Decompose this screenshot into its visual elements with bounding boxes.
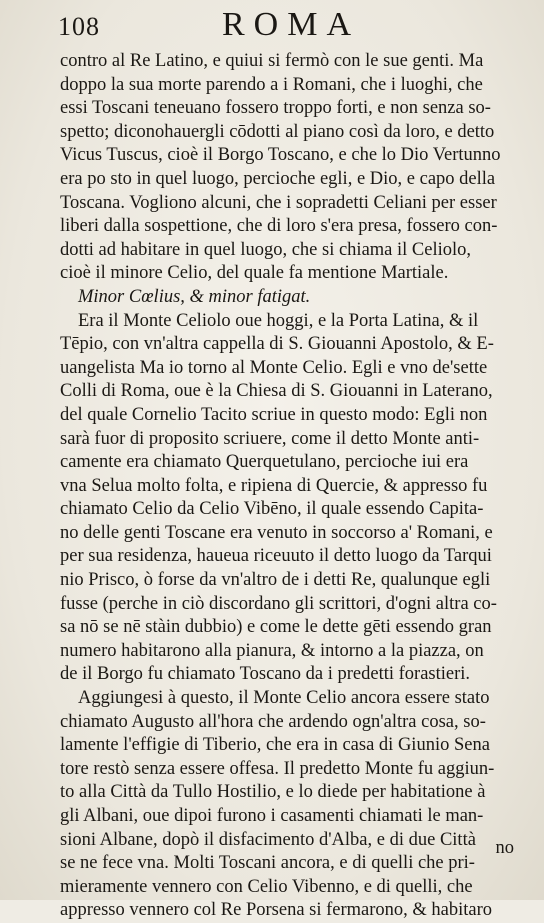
text-line: se ne fece vna. Molti Toscani ancora, e di quelli che pri-: [60, 853, 475, 874]
catchword: no: [495, 838, 514, 858]
text-line: numero habitarono alla pianura, & intorno a la piazza, on: [60, 640, 484, 661]
paragraph: [60, 310, 520, 688]
text-line: essi Toscani teneuano fossero troppo forti, e non senza so-: [60, 98, 491, 119]
text-line: sioni Albane, dopò il disfacimento d'Alba, e di due Città: [60, 829, 476, 850]
page-header: [58, 6, 524, 46]
text-line: camente era chiamato Querquetulano, percioche iui era: [60, 452, 469, 473]
text-line: del quale Cornelio Tacito scriue in questo modo: Egli non: [60, 404, 488, 425]
text-line: Tēpio, con vn'altra cappella di S. Giouanni Apostolo, & E-: [60, 334, 494, 355]
text-line: Colli di Roma, oue è la Chiesa di S. Giouanni in Laterano,: [60, 381, 493, 402]
text-line: tore restò senza essere offesa. Il predetto Monte fu aggiun-: [60, 758, 495, 779]
text-line: per sua residenza, haueua riceuuto il detto luogo da Tarqui: [60, 546, 492, 567]
text-line: appresso vennero col Re Porsena si fermarono, & habitaro: [60, 900, 493, 921]
text-line: to alla Città da Tullo Hostilio, e lo diede per habitatione à: [60, 782, 486, 803]
text-line: nio Prisco, ò forse da vn'altro de i detti Re, qualunque egli: [60, 570, 491, 591]
text-line: uangelista Ma io torno al Monte Celio. Egli e vno de'sette: [60, 357, 488, 378]
text-line: chiamato Celio da Celio Vibēno, il quale essendo Capita-: [60, 499, 484, 520]
text-line: de il Borgo fu chiamato Toscano da i predetti forastieri.: [60, 664, 471, 685]
text-line: chiamato Augusto all'hora che ardendo ogn'altra cosa, so-: [60, 711, 486, 732]
text-line: lamente l'effigie di Tiberio, che era in casa di Giunio Sena: [60, 735, 490, 756]
paragraph: [60, 50, 520, 286]
body-text: [60, 50, 520, 923]
text-line: gli Albani, oue dipoi furono i casamenti chiamati le man-: [60, 806, 484, 826]
text-line: Aggiungesi à questo, il Monte Celio ancora essere stato: [78, 688, 490, 709]
page-number: 108: [58, 12, 100, 41]
text-line: dotti ad habitare in quel luogo, che si chiama il Celiolo,: [60, 239, 472, 260]
text-line: liberi dalla sospettione, che di loro s'era presa, fossero con-: [60, 216, 498, 237]
running-head: ROMA: [221, 6, 361, 43]
text-line: sa nō se nē stàin dubbio) e come le dette gēti essendo gran: [60, 617, 492, 638]
text-line: era po sto in quel luogo, percioche egli, e Dio, e capo della: [60, 168, 496, 189]
text-line: mieramente vennero con Celio Vibenno, e di quelli, che: [60, 876, 473, 897]
text-line: Era il Monte Celiolo oue hoggi, e la Porta Latina, & il: [78, 310, 479, 331]
text-line: Vicus Tuscus, cioè il Borgo Toscano, e che lo Dio Vertunno: [60, 145, 501, 166]
text-line: doppo la sua morte parendo a i Romani, che i luoghi, che: [60, 74, 483, 95]
text-line: vna Selua molto folta, e ripiena di Quercie, & appresso fu: [60, 475, 488, 496]
text-line: spetto; diconohauergli cōdotti al piano così da loro, e detto: [60, 121, 495, 142]
text-line: contro al Re Latino, e quiui si fermò con le sue genti. Ma: [60, 51, 484, 71]
paragraph: [60, 687, 520, 923]
text-line: Toscana. Vogliono alcuni, che i sopradetti Celiani per esser: [60, 192, 497, 213]
text-line: fusse (perche in ciò discordano gli scrittori, d'ogni altra co-: [60, 593, 497, 614]
text-line: no delle genti Toscane era venuto in soccorso a' Romani, e: [60, 522, 493, 543]
text-line: cioè il minore Celio, del quale fa mentione Martiale.: [60, 263, 449, 284]
quotation: Minor Cœlius, & minor fatigat.: [78, 286, 311, 307]
text-line: sarà fuor di proposito scriuere, come il detto Monte anti-: [60, 428, 480, 449]
